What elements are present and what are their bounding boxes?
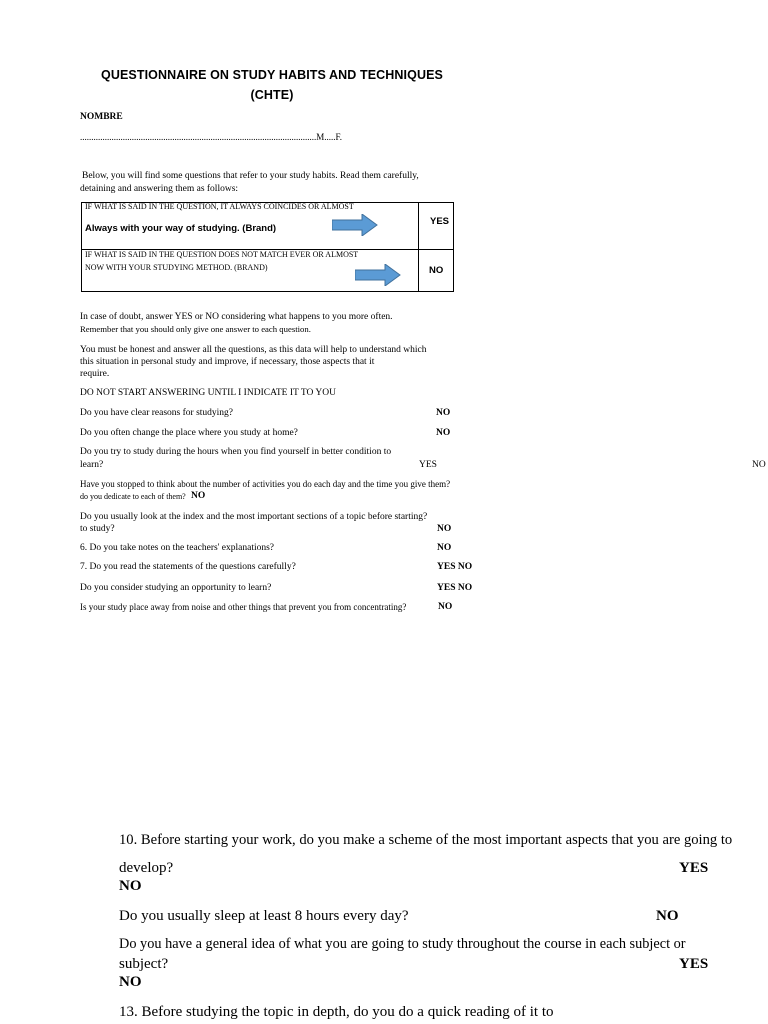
no-answer-label: NO xyxy=(429,265,444,276)
name-line: .........................................................................................................M.....F. xyxy=(80,132,343,142)
question-3-no[interactable]: NO xyxy=(752,460,766,470)
instruction-box-no-row xyxy=(81,249,454,292)
do-not-start-notice: DO NOT START ANSWERING UNTIL I INDICATE IT TO YOU xyxy=(80,388,336,398)
intro-line-2: detaining and answering them as follows: xyxy=(80,184,239,194)
question-7-answer[interactable]: YES NO xyxy=(437,562,473,572)
yes-answer-cell xyxy=(418,203,455,249)
question-4-answer[interactable]: NO xyxy=(191,491,206,501)
question-12-no[interactable]: NO xyxy=(119,974,142,990)
question-11-answer[interactable]: NO xyxy=(656,908,679,924)
yes-row-line-2: Always with your way of studying. (Brand) xyxy=(85,223,277,234)
yes-answer-label: YES xyxy=(430,216,450,227)
question-2-answer[interactable]: NO xyxy=(436,428,451,438)
question-11: Do you usually sleep at least 8 hours every day? xyxy=(119,908,409,924)
question-3-yes[interactable]: YES xyxy=(419,460,437,470)
name-label: NOMBRE xyxy=(80,112,123,122)
instruction-box-yes-row xyxy=(81,202,454,250)
honest-line-1: You must be honest and answer all the questions, as this data will help to understand which xyxy=(80,345,427,355)
arrow-right-icon xyxy=(332,214,378,236)
question-8-answer[interactable]: YES NO xyxy=(437,583,473,593)
question-12-line-1: Do you have a general idea of what you are going to study throughout the course in each subject or xyxy=(119,936,686,952)
question-9-answer[interactable]: NO xyxy=(438,602,453,612)
document-subtitle: (CHTE) xyxy=(250,88,294,102)
question-1-answer[interactable]: NO xyxy=(436,408,451,418)
question-9: Is your study place away from noise and other things that prevent you from concentrating? xyxy=(80,602,407,612)
question-10-line-2: develop? xyxy=(119,860,174,876)
question-7: 7. Do you read the statements of the questions carefully? xyxy=(80,562,296,572)
honest-line-2: this situation in personal study and improve, if necessary, those aspects that it xyxy=(80,357,375,367)
question-8: Do you consider studying an opportunity to learn? xyxy=(80,583,272,593)
question-5-line-2: to study? xyxy=(80,524,115,534)
question-10-line-1: 10. Before starting your work, do you make a scheme of the most important aspects that you are going to xyxy=(119,832,733,848)
question-4-line-1: Have you stopped to think about the number of activities you do each day and the time you give them? xyxy=(80,479,451,489)
document-title: QUESTIONNAIRE ON STUDY HABITS AND TECHNIQUES xyxy=(101,68,443,82)
question-6-answer[interactable]: NO xyxy=(437,543,452,553)
no-row-line-1: IF WHAT IS SAID IN THE QUESTION DOES NOT MATCH EVER OR ALMOST xyxy=(85,250,359,259)
question-5-answer[interactable]: NO xyxy=(437,524,452,534)
question-3-line-2: learn? xyxy=(80,460,104,470)
intro-line-1: Below, you will find some questions that refer to your study habits. Read them carefully, xyxy=(82,171,419,181)
question-2: Do you often change the place where you study at home? xyxy=(80,428,298,438)
question-5-line-1: Do you usually look at the index and the most important sections of a topic before starting? xyxy=(80,512,428,522)
no-answer-cell xyxy=(418,250,455,291)
question-4-line-2: do you dedicate to each of them? xyxy=(80,492,186,501)
question-3-line-1: Do you try to study during the hours when you find yourself in better condition to xyxy=(80,447,392,457)
question-10-yes[interactable]: YES xyxy=(679,860,709,876)
no-row-line-2: NOW WITH YOUR STUDYING METHOD. (BRAND) xyxy=(85,263,268,272)
question-1: Do you have clear reasons for studying? xyxy=(80,408,234,418)
arrow-right-icon xyxy=(355,264,401,286)
yes-row-line-1: IF WHAT IS SAID IN THE QUESTION, IT ALWAYS COINCIDES OR ALMOST xyxy=(85,202,354,211)
question-12-yes[interactable]: YES xyxy=(679,956,709,972)
question-6: 6. Do you take notes on the teachers' explanations? xyxy=(80,543,275,553)
question-10-no[interactable]: NO xyxy=(119,878,142,894)
question-12-line-2: subject? xyxy=(119,956,169,972)
doubt-line-2: Remember that you should only give one answer to each question. xyxy=(80,324,311,334)
honest-line-3: require. xyxy=(80,369,110,379)
doubt-line-1: In case of doubt, answer YES or NO considering what happens to you more often. xyxy=(80,312,393,322)
question-13: 13. Before studying the topic in depth, do you do a quick reading of it to xyxy=(119,1004,554,1020)
